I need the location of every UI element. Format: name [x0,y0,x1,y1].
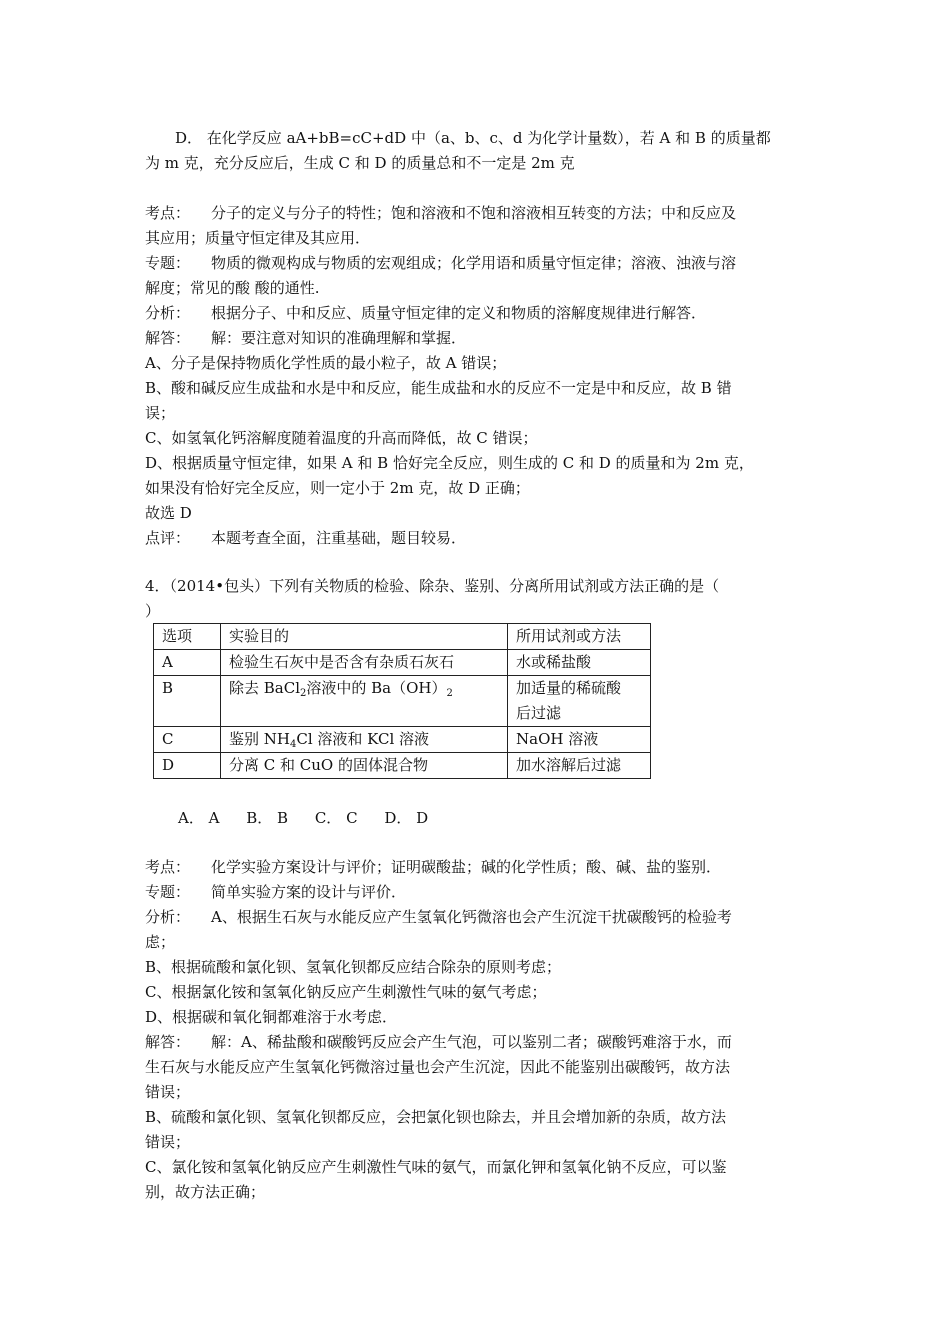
table-cell [221,676,508,727]
table-cell [508,676,651,727]
jieda-line [145,326,810,351]
choice-b: B． B [246,809,289,827]
text-line: 为 m 克，充分反应后，生成 C 和 D 的质量总和不一定是 2m 克 [145,154,575,172]
text-line: 错误； [145,1083,191,1101]
text-line: C、氯化铵和氢氧化钠反应产生刺激性气味的氨气，而氯化钾和氢氧化钠不反应，可以鉴 [145,1158,727,1176]
subscript: 2 [446,688,453,699]
kaodian-text: 分子的定义与分子的特性；饱和溶液和不饱和溶液相互转变的方法；中和反应及 [211,204,737,222]
table-cell: 分离 C 和 CuO 的固体混合物 [221,753,508,779]
table-row [154,727,651,753]
q4-stem [145,574,810,624]
fenxi-line [145,905,810,930]
cell-line: 加适量的稀硫酸 [516,679,622,697]
text-run: 鉴别 NH [229,730,290,748]
table-row [154,676,651,727]
jieda-label: 解答： [145,1033,191,1051]
subscript: 4 [289,739,297,750]
zhuanti-text: 物质的微观构成与物质的宏观组成；化学用语和质量守恒定律；溶液、浊液与溶 [211,254,737,272]
text-line: 故选 D [145,504,192,522]
table-row [154,650,651,676]
text-line: ） [145,602,161,620]
text-line: D． 在化学反应 aA+bB=cC+dD 中（a、b、c、d 为化学计量数），若 A 和 B 的质量都 [175,129,771,147]
choice-a: A． A [178,809,220,827]
fenxi-text: A、根据生石灰与水能反应产生氢氧化钙微溶也会产生沉淀干扰碳酸钙的检验考 [211,908,732,926]
kaodian-label: 考点： [145,204,191,222]
fenxi-text: 根据分子、中和反应、质量守恒定律的定义和物质的溶解度规律进行解答． [211,304,707,322]
table-cell: B [154,676,221,727]
text-line: 生石灰与水能反应产生氢氧化钙微溶过量也会产生沉淀，因此不能鉴别出碳酸钙，故方法 [145,1058,731,1076]
text-line: C、如氢氧化钙溶解度随着温度的升高而降低，故 C 错误； [145,429,538,447]
table-cell: A [154,650,221,676]
text-line: A、分子是保持物质化学性质的最小粒子，故 A 错误； [145,354,507,372]
q3-option-d [145,126,810,176]
text-line: 误； [145,404,176,422]
text-line: 4．（2014•包头）下列有关物质的检验、除杂、鉴别、分离所用试剂或方法正确的是（ [145,577,720,595]
text-line: 其应用；质量守恒定律及其应用． [145,229,371,247]
subscript: 2 [300,688,307,699]
cell-line: 后过滤 [516,704,562,722]
choice-c: C． C [314,809,358,827]
zhuanti-line [145,880,810,905]
zhuanti-label: 专题： [145,254,191,272]
jieda-text: 解：A、稀盐酸和碳酸钙反应会产生气泡，可以鉴别二者；碳酸钙难溶于水，而 [211,1033,732,1051]
table-cell: C [154,727,221,753]
dianping-label: 点评： [145,529,191,547]
text-line: 虑； [145,933,176,951]
table-header-row [154,624,651,650]
kaodian-line [145,855,810,880]
q3-analysis [145,201,810,551]
q4-analysis [145,855,810,1205]
zhuanti-line [145,251,810,276]
text-line: B、硫酸和氯化钡、氢氧化钡都反应，会把氯化钡也除去，并且会增加新的杂质，故方法 [145,1108,727,1126]
table-cell: 加水溶解后过滤 [508,753,651,779]
text-run: 除去 BaCl [229,679,301,697]
kaodian-label: 考点： [145,858,191,876]
text-line: 别，故方法正确； [145,1183,266,1201]
table-cell: 水或稀盐酸 [508,650,651,676]
fenxi-label: 分析： [145,908,191,926]
text-run: Cl 溶液和 KCl 溶液 [296,730,430,748]
table-cell: D [154,753,221,779]
kaodian-text: 化学实验方案设计与评价；证明碳酸盐；碱的化学性质；酸、碱、盐的鉴别． [211,858,722,876]
text-run: 溶液中的 Ba（OH） [306,679,447,697]
fenxi-label: 分析： [145,304,191,322]
zhuanti-label: 专题： [145,883,191,901]
table-header-cell: 选项 [154,624,221,650]
kaodian-line [145,201,810,226]
text-line: B、酸和碱反应生成盐和水是中和反应，能生成盐和水的反应不一定是中和反应，故 B 错 [145,379,732,397]
jieda-text: 解：要注意对知识的准确理解和掌握． [211,329,467,347]
dianping-line [145,526,810,551]
text-line: C、根据氯化铵和氢氧化钠反应产生刺激性气味的氨气考虑； [145,983,547,1001]
table-row [154,753,651,779]
text-line: B、根据硫酸和氯化钡、氢氧化钡都反应结合除杂的原则考虑； [145,958,562,976]
q4-choices [178,807,450,829]
jieda-label: 解答： [145,329,191,347]
table-cell [221,727,508,753]
text-line: 如果没有恰好完全反应，则一定小于 2m 克，故 D 正确； [145,479,530,497]
jieda-line [145,1030,810,1055]
table-cell: 检验生石灰中是否含有杂质石灰石 [221,650,508,676]
text-line: D、根据碳和氧化铜都难溶于水考虑． [145,1008,398,1026]
fenxi-line [145,301,810,326]
text-line: 解度；常见的酸 酸的通性. [145,279,320,297]
zhuanti-text: 简单实验方案的设计与评价． [211,883,407,901]
q4-options-table [153,623,651,779]
text-line: D、根据质量守恒定律，如果 A 和 B 恰好完全反应，则生成的 C 和 D 的质量和为 2m 克， [145,454,754,472]
choice-d: D． D [384,809,429,827]
text-line: 错误； [145,1133,191,1151]
table-header-cell: 所用试剂或方法 [508,624,651,650]
table-header-cell: 实验目的 [221,624,508,650]
dianping-text: 本题考查全面，注重基础，题目较易． [211,529,467,547]
table-cell: NaOH 溶液 [508,727,651,753]
